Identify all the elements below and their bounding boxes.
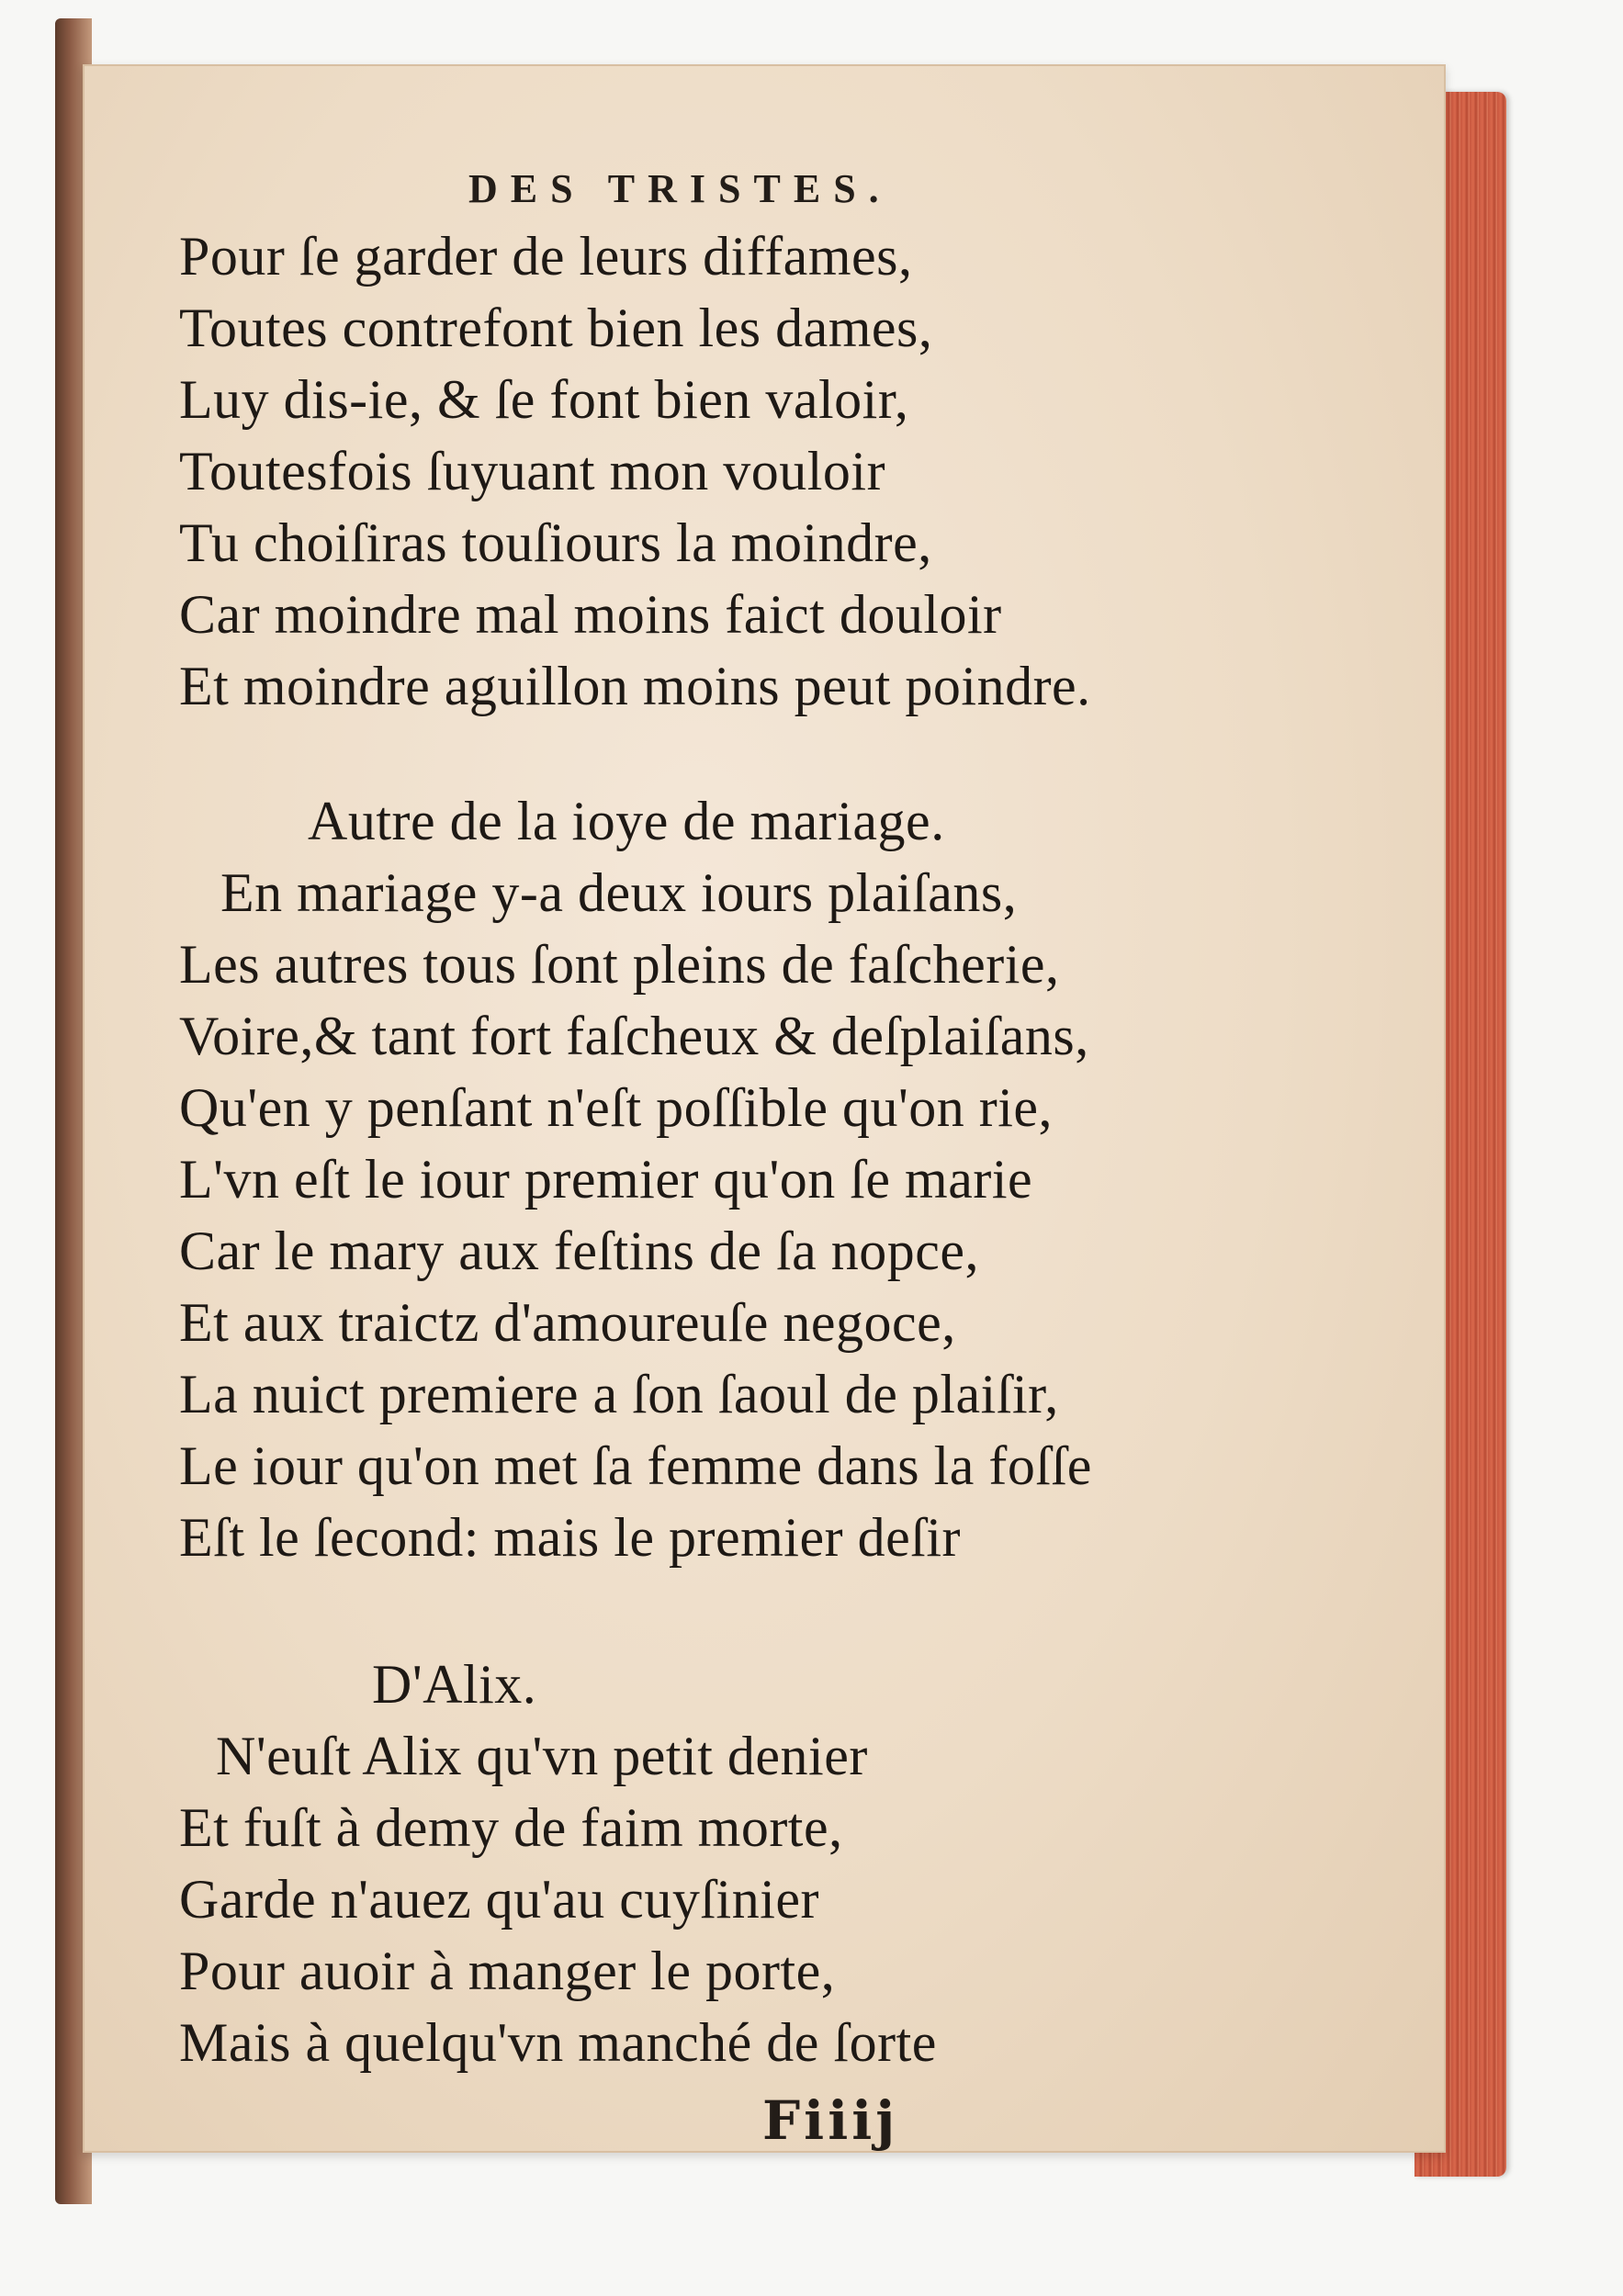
running-header: DES TRISTES. xyxy=(468,166,892,211)
stanza1-line: Luy dis-ie, & ſe font bien valoir, xyxy=(179,369,909,430)
poem2-line: Qu'en y penſant n'eſt poſſible qu'on rie, xyxy=(179,1077,1054,1138)
poem2-line: Et aux traictz d'amoureuſe negoce, xyxy=(179,1292,956,1353)
poem3-line: Pour auoir à manger le porte, xyxy=(179,1941,836,2001)
signature-mark: Fiiij xyxy=(762,2089,899,2152)
poem3-line: Mais à quelqu'vn manché de ſorte xyxy=(179,2012,937,2073)
poem2-line: Eſt le ſecond: mais le premier deſir xyxy=(179,1507,962,1568)
stanza1-line: Toutes contrefont bien les dames, xyxy=(179,298,933,358)
stanza1-line: Tu choiſiras touſiours la moindre, xyxy=(179,512,932,573)
poem2-line: L'vn eſt le iour premier qu'on ſe marie xyxy=(179,1149,1033,1210)
stanza1-line: Pour ſe garder de leurs diffames, xyxy=(179,226,913,287)
poem2-line: En mariage y-a deux iours plaiſans, xyxy=(220,862,1018,923)
poem3-title: D'Alix. xyxy=(372,1654,537,1715)
poem2-line: Car le mary aux feſtins de ſa nopce, xyxy=(179,1221,980,1281)
poem3-line: Et fuſt à demy de faim morte, xyxy=(179,1797,843,1858)
poem2-line: Voire,& tant fort faſcheux & deſplaiſans, xyxy=(179,1006,1089,1066)
poem2-title: Autre de la ioye de mariage. xyxy=(308,791,945,851)
stanza1-line: Car moindre mal moins faict douloir xyxy=(179,584,1002,645)
stanza1-line: Toutesfois ſuyuant mon vouloir xyxy=(179,441,886,501)
stanza1-line: Et moindre aguillon moins peut poindre. xyxy=(179,656,1091,716)
poem3-line: Garde n'auez qu'au cuyſinier xyxy=(179,1869,819,1930)
poem3-line: N'euſt Alix qu'vn petit denier xyxy=(216,1726,868,1786)
poem2-line: Le iour qu'on met ſa femme dans la foſſe xyxy=(179,1435,1092,1496)
poem2-line: Les autres tous ſont pleins de faſcherie, xyxy=(179,934,1060,995)
poem2-line: La nuict premiere a ſon ſaoul de plaiſir, xyxy=(179,1364,1059,1424)
